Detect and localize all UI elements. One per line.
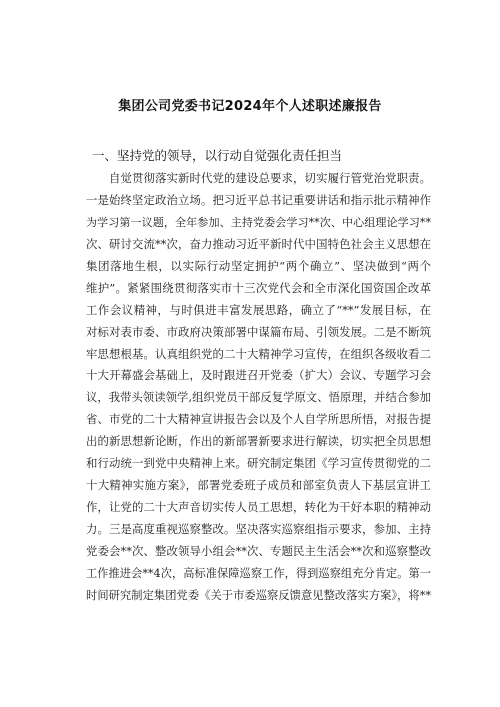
paragraph-line: 维护”。紧紧围绕贯彻落实市十三次党代会和全市深化国资国企改革 — [86, 280, 431, 295]
paragraph-line: 作，让党的二十大声音切实传人员工思想，转化为干好本职的精神动 — [86, 500, 431, 515]
section-heading: 一、坚持党的领导，以行动自觉强化责任担当 — [92, 148, 343, 163]
paragraph-line: 自觉贯彻落实新时代党的建设总要求，切实履行管党治党职责。 — [109, 171, 431, 185]
paragraph-line: 党委会**次、整改领导小组会**次、专题民主生活会**次和巡察整改 — [86, 543, 431, 558]
document-title: 集团公司党委书记2024年个人述职述廉报告 — [118, 99, 382, 114]
paragraph-line: 集团落地生根，以实际行动坚定拥护“两个确立”、坚决做到“两个 — [86, 258, 431, 273]
paragraph-line: 十大开幕盛会基础上，及时跟进召开党委（扩大）会议、专题学习会 — [86, 368, 431, 383]
paragraph-line: 工作推进会**4次，高标准保障巡察工作，得到巡察组充分肯定。第一 — [86, 566, 431, 580]
paragraph-line: 一是始终坚定政治立场。把习近平总书记重要讲话和指示批示精神作 — [86, 192, 431, 207]
paragraph-line: 出的新思想新论断，作出的新部署新要求进行解读，切实把全员思想 — [86, 434, 431, 449]
paragraph-line: 工作会议精神，与时俱进丰富发展思路，确立了“**”发展目标，在 — [86, 302, 431, 317]
paragraph-line: 议，我带头领读领学,组织党员干部反复学原文、悟原理，并结合参加 — [86, 390, 431, 405]
paragraph-line: 次、研讨交流**次，奋力推动习近平新时代中国特色社会主义思想在 — [86, 236, 431, 251]
body-text — [86, 168, 431, 607]
paragraph-line: 十大精神实施方案》，部署党委班子成员和部室负责人下基层宣讲工 — [86, 478, 431, 493]
paragraph-line: 省、市党的二十大精神宣讲报告会以及个人自学所思所悟，对报告提 — [86, 412, 431, 427]
paragraph-line: 对标对表市委、市政府决策部署中谋篇布局、引领发展。二是不断筑 — [86, 324, 431, 339]
paragraph-line: 为学习第一议题，全年参加、主持党委会学习**次、中心组理论学习** — [86, 215, 431, 229]
paragraph-line: 力。三是高度重视巡察整改。坚决落实巡察组指示要求，参加、主持 — [86, 522, 431, 536]
paragraph-line: 和行动统一到党中央精神上来。研究制定集团《学习宣传贯彻党的二 — [86, 456, 431, 471]
paragraph-line: 时间研究制定集团党委《关于市委巡察反馈意见整改落实方案》，将** — [86, 588, 431, 602]
paragraph-line: 牢思想根基。认真组织党的二十大精神学习宣传，在组织各级收看二 — [86, 346, 431, 361]
